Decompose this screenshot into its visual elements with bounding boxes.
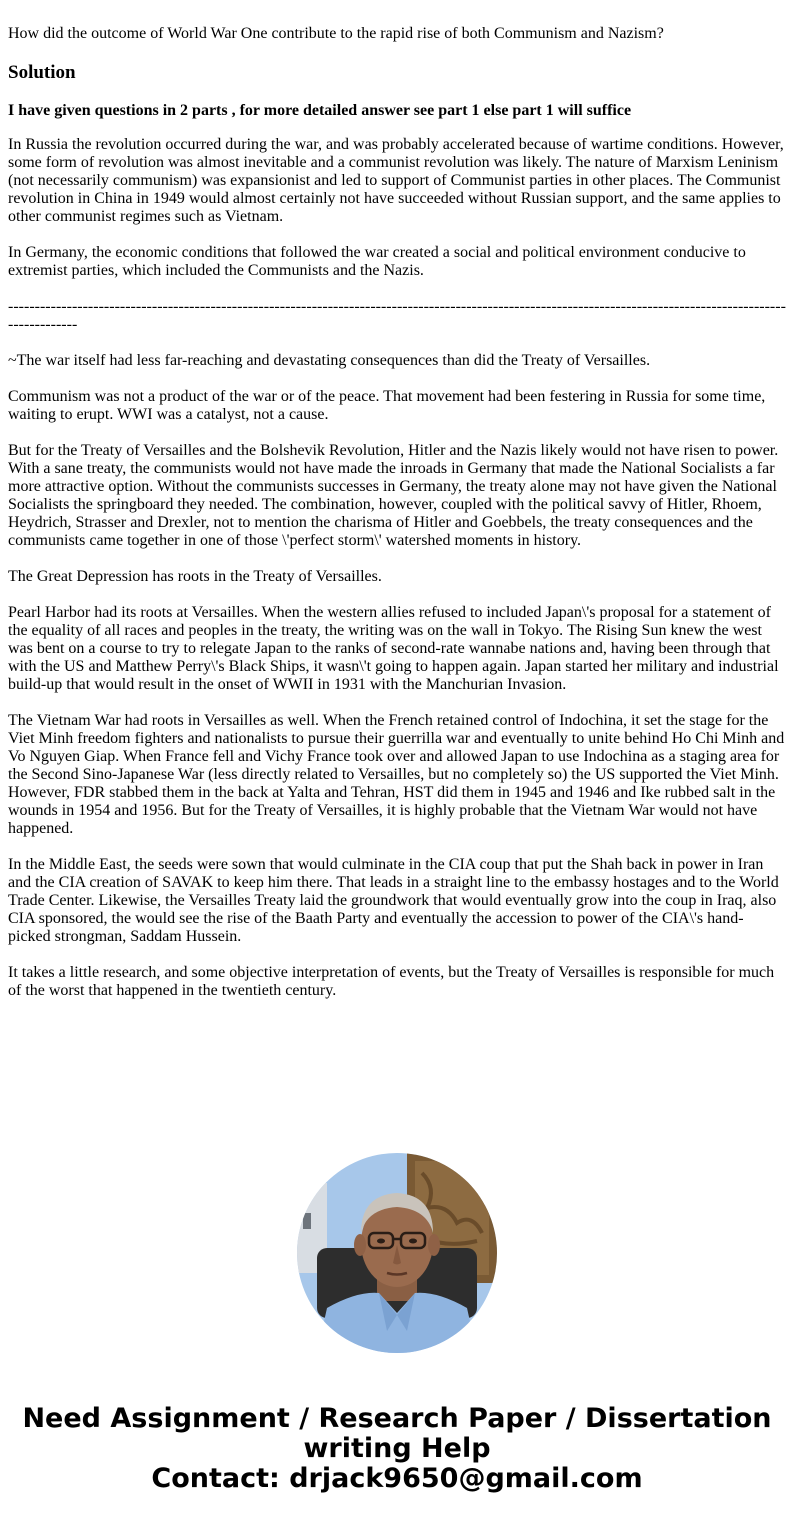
parts-heading: I have given questions in 2 parts , for more detailed answer see part 1 else part 1 will suffice [8, 102, 632, 119]
answer-paragraph: The Vietnam War had roots in Versailles as well. When the French retained control of Indochina, it set the stage for the Viet Minh freedom fighters and nationalists to pursue their guerrilla war and eventually to unite behind Ho Chi Minh and Vo Nguyen Giap. When France fell and Vichy France took over and allowed Japan to use Indochina as a staging area for the Second Sino-Japanese War (less directly related to Versailles, but no completely so) the US supported the Viet Minh. However, FDR stabbed them in the back at Yalta and Tehran, HST did them in 1945 and 1946 and Ike rubbed salt in the wounds in 1954 and 1956. But for the Treaty of Versailles, it is highly probable that the Vietnam War would not have happened. [8, 712, 788, 837]
section-divider: --------------------------------------------------------------------------------------------------------------------------------------------------------------- [8, 298, 786, 333]
answer-paragraph: In the Middle East, the seeds were sown that would culminate in the CIA coup that put the Shah back in power in Iran and the CIA creation of SAVAK to keep him there. That leads in a straight line to the embassy hostages and to the World Trade Center. Likewise, the Versailles Treaty laid the groundwork that would eventually grow into the coup in Iraq, also CIA sponsored, the would see the rise of the Baath Party and eventually the accession to power of the CIA\'s hand-picked strongman, Saddam Hussein. [8, 856, 783, 945]
answer-paragraph: But for the Treaty of Versailles and the Bolshevik Revolution, Hitler and the Nazis likely would not have risen to power. With a sane treaty, the communists would not have made the inroads in Germany that made the National Socialists a far more attractive option. Without the communists successes in Germany, the treaty alone may not have given the National Socialists the springboard they needed. The combination, however, coupled with the political savvy of Hitler, Rhoem, Heydrich, Strasser and Drexler, not to mention the charisma of Hitler and Goebbels, the treaty consequences and the communists came together in one of those \'perfect storm\' watershed moments in history. [8, 442, 782, 549]
answer-paragraph: The Great Depression has roots in the Treaty of Versailles. [8, 568, 382, 585]
promo-contact: Contact: drjack9650@gmail.com [151, 1463, 643, 1494]
answer-paragraph: ~The war itself had less far-reaching and devastating consequences than did the Treaty of Versailles. [8, 352, 651, 369]
answer-paragraph: In Germany, the economic conditions that followed the war created a social and political environment conducive to extremist parties, which included the Communists and the Nazis. [8, 244, 750, 279]
document-body [8, 25, 786, 1000]
answer-paragraph: Communism was not a product of the war or of the peace. That movement had been festering in Russia for some time, waiting to erupt. WWI was a catalyst, not a cause. [8, 388, 770, 423]
solution-heading: Solution [8, 62, 76, 83]
promo-banner [0, 1404, 794, 1494]
promo-line: writing Help [303, 1433, 491, 1464]
answer-paragraph: It takes a little research, and some objective interpretation of events, but the Treaty of Versailles is responsible for much of the worst that happened in the twentieth century. [8, 964, 779, 999]
answer-paragraph: Pearl Harbor had its roots at Versailles. When the western allies refused to included Japan\'s proposal for a statement of the equality of all races and peoples in the treaty, the writing was on the wall in Tokyo. The Rising Sun knew the west was bent on a course to try to relegate Japan to the ranks of second-rate wannabe nations and, having been through that with the US and Matthew Perry\'s Black Ships, it wasn\'t going to happen again. Japan started her military and industrial build-up that would result in the onset of WWII in 1931 with the Manchurian Invasion. [8, 604, 783, 693]
answer-paragraph: In Russia the revolution occurred during the war, and was probably accelerated because of wartime conditions. However, some form of revolution was almost inevitable and a communist revolution was likely. The nature of Marxism Leninism (not necessarily communism) was expansionist and led to support of Communist parties in other places. The Communist revolution in China in 1949 would almost certainly not have succeeded without Russian support, and the same applies to other communist regimes such as Vietnam. [8, 136, 788, 225]
question-text: How did the outcome of World War One contribute to the rapid rise of both Communism and Nazism? [8, 25, 664, 42]
promo-line: Need Assignment / Research Paper / Dissertation [22, 1403, 772, 1434]
author-avatar [297, 1153, 497, 1353]
avatar-portrait [297, 1153, 497, 1353]
